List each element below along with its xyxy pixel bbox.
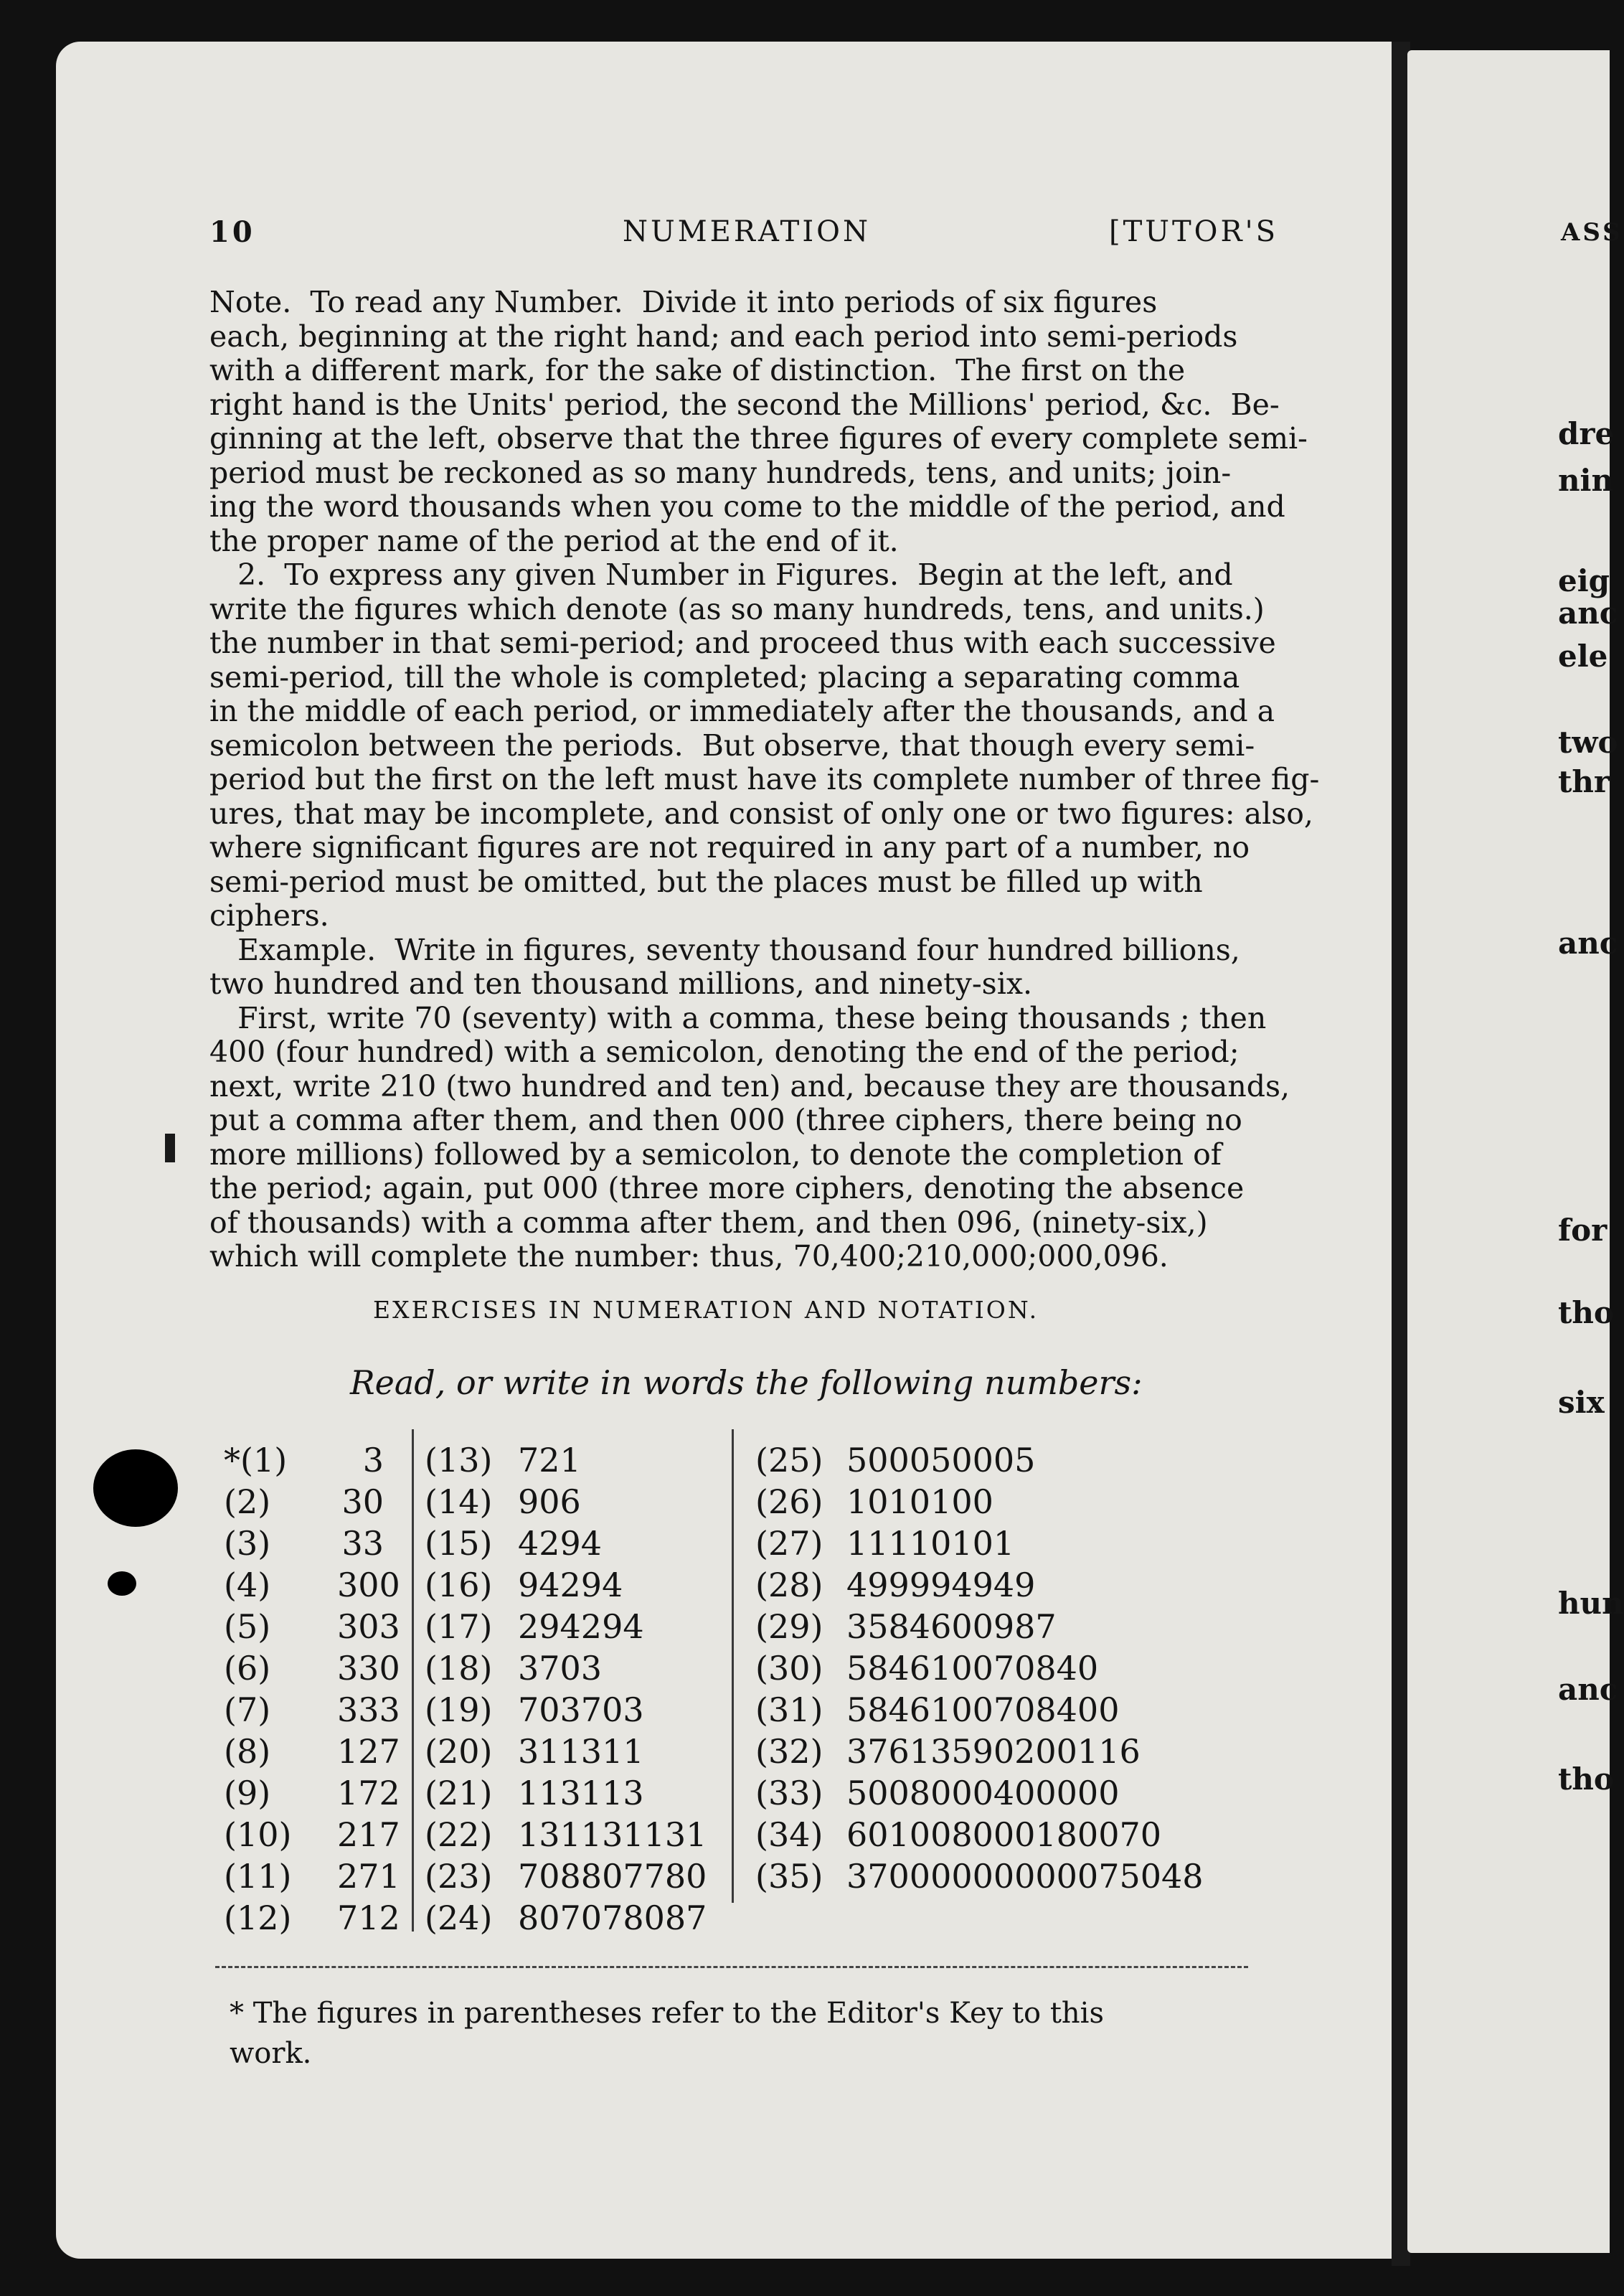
body-line: Example. Write in figures, seventy thousand four hundred billions, — [209, 932, 1240, 967]
body-line: write the figures which denote (as so many hundreds, tens, and units.) — [209, 591, 1265, 626]
body-line: right hand is the Units' period, the second the Millions' period, &c. Be- — [209, 387, 1280, 422]
right-page — [1407, 50, 1610, 2253]
body-line: period must be reckoned as so many hundreds, tens, and units; join- — [209, 455, 1232, 490]
body-line: with a different mark, for the sake of distinction. The first on the — [209, 353, 1186, 387]
exercise-label: (5) — [224, 1607, 271, 1646]
body-line: semicolon between the periods. But observe, that though every semi- — [209, 728, 1255, 763]
exercise-value: 30 — [341, 1482, 384, 1521]
exercise-value: 3703 — [518, 1649, 603, 1688]
body-line: semi-period, till the whole is completed; placing a separating comma — [209, 659, 1240, 695]
exercise-label: (29) — [755, 1607, 823, 1646]
exercise-label: (28) — [755, 1566, 823, 1604]
exercise-value: 703703 — [518, 1690, 644, 1729]
exercise-label: *(1) — [224, 1441, 288, 1479]
exercise-label: (6) — [224, 1649, 271, 1688]
right-page-fragment: ele — [1558, 639, 1608, 674]
right-page-fragment: six — [1558, 1385, 1605, 1420]
exercise-value: 300 — [337, 1566, 400, 1604]
exercise-label: (8) — [224, 1732, 271, 1771]
exercise-label: (26) — [755, 1482, 823, 1521]
right-page-fragment: anc — [1558, 1672, 1618, 1707]
exercise-value: 4294 — [518, 1524, 603, 1563]
exercise-label: (16) — [425, 1566, 493, 1604]
exercise-label: (15) — [425, 1524, 493, 1563]
ink-blot — [108, 1571, 136, 1596]
footnote-rule — [215, 1966, 1248, 1968]
exercise-label: (18) — [425, 1649, 493, 1688]
body-line: the proper name of the period at the end of it. — [209, 523, 899, 558]
body-line: put a comma after them, and then 000 (three ciphers, there being no — [209, 1103, 1242, 1137]
running-title: NUMERATION — [623, 215, 871, 248]
exercise-value: 33 — [341, 1524, 384, 1563]
exercise-value: 5846100708400 — [846, 1690, 1120, 1729]
exercise-value: 271 — [337, 1857, 400, 1896]
right-page-fragment: dre — [1558, 416, 1615, 451]
exercise-value: 294294 — [518, 1607, 644, 1646]
body-line: Note. To read any Number. Divide it into periods of six figures — [209, 285, 1158, 319]
exercise-label: (2) — [224, 1482, 271, 1521]
footnote-line: work. — [230, 2037, 312, 2070]
exercise-value: 500050005 — [846, 1441, 1036, 1479]
exercise-label: (32) — [755, 1732, 823, 1771]
exercise-value: 721 — [518, 1441, 581, 1479]
exercise-label: (11) — [224, 1857, 292, 1896]
right-page-fragment: eig — [1558, 563, 1610, 598]
body-line: more millions) followed by a semicolon, to denote the completion of — [209, 1137, 1222, 1172]
body-line: semi-period must be omitted, but the places must be filled up with — [209, 864, 1203, 899]
body-line: in the middle of each period, or immediately after the thousands, and a — [209, 694, 1275, 728]
exercise-label: (13) — [425, 1441, 493, 1479]
exercise-label: (33) — [755, 1774, 823, 1812]
exercise-label: (14) — [425, 1482, 493, 1521]
column-divider — [412, 1429, 414, 1932]
exercise-label: (10) — [224, 1815, 292, 1854]
exercise-value: 303 — [337, 1607, 400, 1646]
exercise-value: 311311 — [518, 1732, 644, 1771]
exercise-label: (21) — [425, 1774, 493, 1812]
running-head: [TUTOR'S — [1109, 215, 1278, 248]
exercise-label: (27) — [755, 1524, 823, 1563]
exercise-value: 37000000000075048 — [846, 1857, 1204, 1896]
exercise-label: (12) — [224, 1899, 292, 1937]
body-line: ures, that may be incomplete, and consist of only one or two figures: also, — [209, 796, 1313, 831]
exercise-label: (22) — [425, 1815, 493, 1854]
body-line: the number in that semi-period; and proceed thus with each successive — [209, 626, 1276, 660]
body-line: 400 (four hundred) with a semicolon, denoting the end of the period; — [209, 1035, 1240, 1069]
body-line: 2. To express any given Number in Figures. Begin at the left, and — [209, 557, 1233, 592]
exercise-value: 94294 — [518, 1566, 623, 1604]
exercise-value: 601008000180070 — [846, 1815, 1161, 1854]
exercise-label: (20) — [425, 1732, 493, 1771]
exercise-value: 3584600987 — [846, 1607, 1057, 1646]
exercise-label: (17) — [425, 1607, 493, 1646]
body-line: where significant figures are not required in any part of a number, no — [209, 830, 1250, 865]
footnote-line: * The figures in parentheses refer to the Editor's Key to this — [230, 1997, 1104, 2030]
exercise-value: 499994949 — [846, 1566, 1036, 1604]
exercise-value: 712 — [337, 1899, 400, 1937]
body-line: which will complete the number: thus, 70,400;210,000;000,096. — [209, 1239, 1169, 1274]
exercise-label: (24) — [425, 1899, 493, 1937]
exercise-value: 131131131 — [518, 1815, 707, 1854]
exercises-subtitle: Read, or write in words the following numbers: — [350, 1363, 1143, 1402]
exercise-label: (4) — [224, 1566, 271, 1604]
exercise-value: 172 — [337, 1774, 400, 1812]
body-line: ginning at the left, observe that the three figures of every complete semi- — [209, 421, 1308, 456]
right-page-fragment: tho — [1558, 1295, 1614, 1330]
exercise-label: (30) — [755, 1649, 823, 1688]
exercise-label: (9) — [224, 1774, 271, 1812]
right-page-fragment: anc — [1558, 926, 1618, 961]
exercise-value: 217 — [337, 1815, 400, 1854]
exercise-value: 330 — [337, 1649, 400, 1688]
right-page-fragment: thr — [1558, 764, 1610, 799]
exercise-value: 906 — [518, 1482, 581, 1521]
body-line: ing the word thousands when you come to the middle of the period, and — [209, 489, 1285, 524]
page-number: 10 — [209, 215, 255, 249]
right-page-head: ASS — [1561, 218, 1623, 247]
body-line: of thousands) with a comma after them, and then 096, (ninety-six,) — [209, 1205, 1208, 1240]
right-page-fragment: hun — [1558, 1586, 1624, 1621]
exercise-label: (23) — [425, 1857, 493, 1896]
body-line: period but the first on the left must have its complete number of three fig- — [209, 762, 1320, 796]
exercise-value: 3 — [362, 1441, 384, 1479]
body-line: ciphers. — [209, 898, 329, 933]
exercise-value: 113113 — [518, 1774, 644, 1812]
exercise-label: (7) — [224, 1690, 271, 1729]
exercise-value: 1010100 — [846, 1482, 993, 1521]
right-page-fragment: nin — [1558, 463, 1614, 498]
exercises-title: EXERCISES IN NUMERATION AND NOTATION. — [373, 1296, 1039, 1324]
exercise-value: 807078087 — [518, 1899, 707, 1937]
exercise-label: (35) — [755, 1857, 823, 1896]
exercise-label: (19) — [425, 1690, 493, 1729]
exercise-value: 333 — [337, 1690, 400, 1729]
right-page-fragment: for — [1558, 1213, 1608, 1248]
exercise-value: 127 — [337, 1732, 400, 1771]
right-page-fragment: two — [1558, 725, 1618, 760]
exercise-value: 37613590200116 — [846, 1732, 1141, 1771]
exercise-label: (34) — [755, 1815, 823, 1854]
margin-mark — [165, 1134, 175, 1162]
exercise-value: 584610070840 — [846, 1649, 1099, 1688]
exercise-label: (31) — [755, 1690, 823, 1729]
right-page-fragment: anc — [1558, 596, 1618, 631]
right-page-fragment: tho — [1558, 1761, 1614, 1797]
column-divider — [732, 1429, 734, 1903]
body-line: two hundred and ten thousand millions, and ninety-six. — [209, 966, 1032, 1001]
ink-blot — [93, 1449, 178, 1527]
body-line: the period; again, put 000 (three more ciphers, denoting the absence — [209, 1171, 1245, 1205]
exercise-label: (3) — [224, 1524, 271, 1563]
exercise-label: (25) — [755, 1441, 823, 1479]
body-line: each, beginning at the right hand; and each period into semi-periods — [209, 319, 1238, 354]
exercise-value: 708807780 — [518, 1857, 707, 1896]
exercise-value: 11110101 — [846, 1524, 1015, 1563]
exercise-value: 5008000400000 — [846, 1774, 1120, 1812]
body-line: First, write 70 (seventy) with a comma, these being thousands ; then — [209, 1000, 1267, 1035]
body-line: next, write 210 (two hundred and ten) and, because they are thousands, — [209, 1068, 1290, 1104]
